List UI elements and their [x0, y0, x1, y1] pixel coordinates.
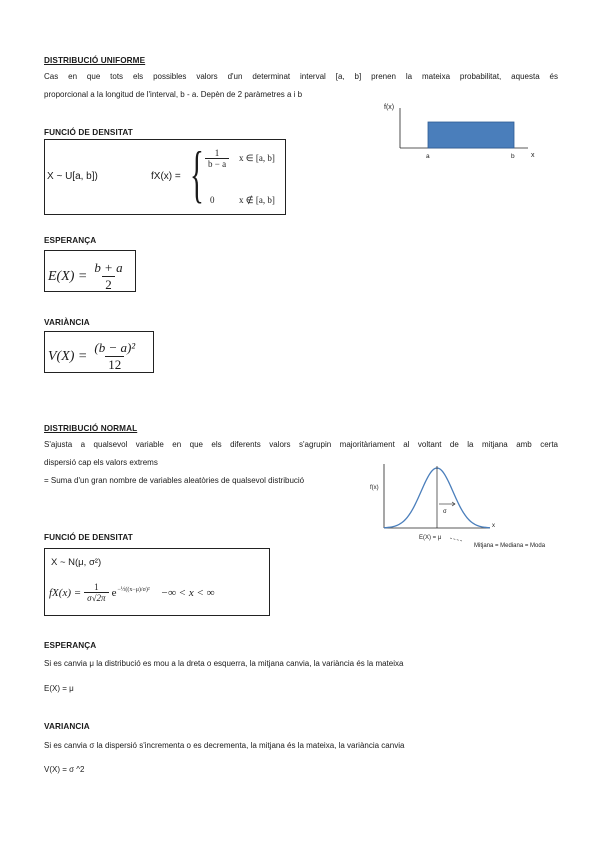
- normal-density-coef-den: σ√2π: [84, 592, 108, 603]
- uniform-case1-cond: x ∈ [a, b]: [239, 153, 275, 163]
- normal-density-box: [44, 548, 270, 616]
- normal-variance-heading: VARIANCIA: [44, 722, 90, 731]
- uniform-case2-cond: x ∉ [a, b]: [239, 195, 275, 205]
- normal-graph-annotation: Mitjana = Mediana = Moda: [474, 543, 546, 549]
- uniform-expectation-formula: [48, 260, 126, 293]
- uniform-density-fx: fX(x) =: [151, 171, 181, 182]
- uniform-graph-ylabel: f(x): [384, 104, 395, 111]
- normal-graph-mean-label: E(X) = μ: [419, 535, 442, 541]
- normal-density-range: −∞ < x < ∞: [160, 586, 215, 599]
- normal-density-line1: X ~ N(μ, σ²): [51, 557, 102, 568]
- uniform-expectation-heading: ESPERANÇA: [44, 236, 97, 245]
- uniform-density-brace: {: [190, 138, 204, 209]
- uniform-case1-num: 1: [214, 148, 220, 158]
- normal-density-formula: [49, 582, 214, 603]
- uniform-expectation-num: b + a: [94, 260, 123, 275]
- uniform-expectation-lhs: E(X) =: [48, 268, 88, 284]
- normal-variance-text: Si es canvia σ la dispersió s'incrementa o es decrementa, la mitjana és la mateixa, la variància canvia: [44, 741, 405, 750]
- normal-density-heading: FUNCIÓ DE DENSITAT: [44, 533, 133, 542]
- normal-graph: [366, 462, 572, 554]
- uniform-graph-b-label: b: [511, 153, 515, 160]
- uniform-variance-lhs: V(X) =: [48, 348, 88, 364]
- uniform-graph-density-rect: [428, 122, 514, 148]
- uniform-graph-xlabel: x: [531, 152, 535, 159]
- normal-graph-annotation-leader: [450, 538, 462, 541]
- uniform-expectation-den: 2: [102, 276, 115, 293]
- normal-expectation-heading: ESPERANÇA: [44, 641, 97, 650]
- uniform-variance-heading: VARIÀNCIA: [44, 318, 90, 327]
- uniform-intro-line1: Cas en que tots els possibles valors d'un determinat interval [a, b] prenen la mateixa probabilitat, aquesta és: [44, 72, 558, 81]
- normal-variance-formula: V(X) = σ ^2: [44, 765, 85, 774]
- normal-graph-xlabel: x: [492, 523, 495, 529]
- uniform-density-left: X ~ U[a, b]): [47, 171, 98, 182]
- uniform-variance-den: 12: [105, 356, 124, 373]
- uniform-variance-box: [44, 331, 154, 373]
- normal-density-fx: fX(x) =: [49, 586, 82, 599]
- uniform-variance-formula: [48, 340, 138, 373]
- normal-graph-sigma-label: σ: [443, 509, 447, 515]
- normal-title: DISTRIBUCIÓ NORMAL: [44, 424, 138, 433]
- uniform-graph: [380, 100, 550, 162]
- uniform-title: DISTRIBUCIÓ UNIFORME: [44, 56, 146, 65]
- normal-intro-line1: S'ajusta a qualsevol variable en que els diferents valors s'agrupin majoritàriament al voltant de la mitjana amb certa: [44, 440, 558, 449]
- normal-density-coef-num: 1: [94, 582, 99, 592]
- uniform-case1-fraction: [205, 148, 229, 169]
- uniform-intro-line2: proporcional a la longitud de l'interval, b - a. Depèn de 2 paràmetres a i b: [44, 90, 303, 99]
- uniform-density-box: [44, 139, 286, 215]
- normal-expectation-formula: E(X) = μ: [44, 684, 74, 693]
- normal-density-exp: e: [111, 586, 117, 599]
- normal-density-exp-power: −½((x−μ)/σ)²: [117, 586, 150, 593]
- uniform-case1-den: b − a: [205, 158, 229, 169]
- normal-expectation-text: Si es canvia μ la distribució es mou a la dreta o esquerra, la mitjana canvia, la variància és la mateixa: [44, 659, 404, 668]
- uniform-density-heading: FUNCIÓ DE DENSITAT: [44, 128, 133, 137]
- normal-graph-ylabel: f(x): [370, 485, 379, 491]
- normal-intro-line3: = Suma d'un gran nombre de variables aleatòries de qualsevol distribució: [44, 476, 305, 485]
- uniform-variance-num: (b − a)²: [94, 340, 136, 355]
- uniform-case2-val: 0: [210, 195, 215, 205]
- uniform-expectation-box: [44, 250, 136, 292]
- normal-intro-line2: dispersió cap els valors extrems: [44, 458, 158, 467]
- uniform-graph-a-label: a: [426, 153, 430, 160]
